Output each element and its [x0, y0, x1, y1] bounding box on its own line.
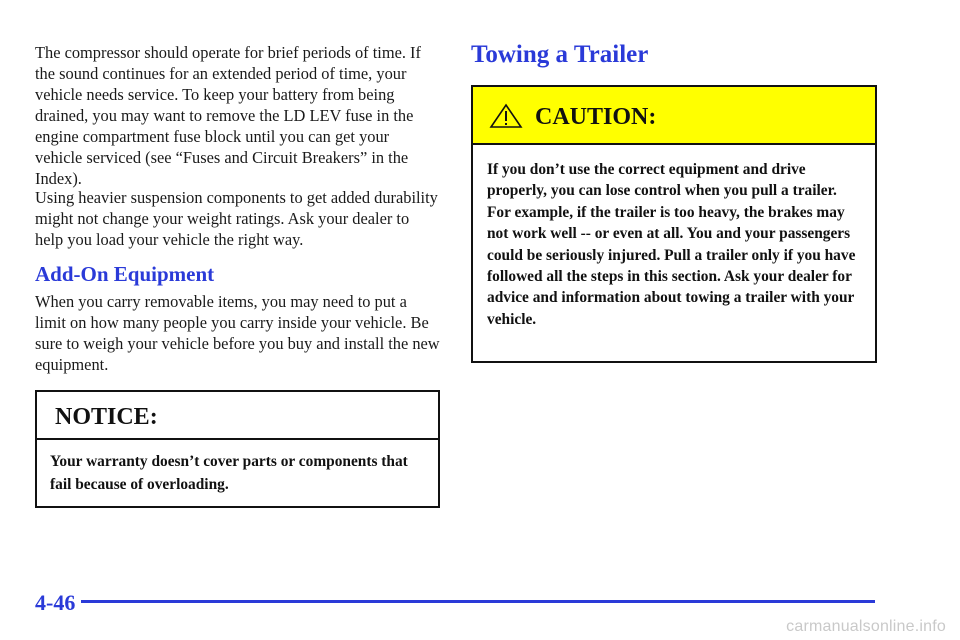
suspension-paragraph: Using heavier suspension components to get added durability might not change your weight ratings. Ask your dealer to help you load your vehicle the right way.	[35, 188, 438, 249]
caution-text: If you don’t use the correct equipment and drive properly, you can lose control when you pull a trailer. For example, if the trailer is too heavy, the brakes may not work well -- or even at all. You and your passengers could be seriously injured. Pull a trailer only if you have followed all the steps in this section. Ask your dealer for advice and information about towing a trailer with your vehicle.	[487, 161, 856, 328]
footer-rule	[81, 600, 875, 603]
add-on-equipment-heading: Add-On Equipment	[35, 262, 215, 286]
towing-a-trailer-heading: Towing a Trailer	[471, 41, 649, 68]
compressor-paragraph: The compressor should operate for brief periods of time. If the sound continues for an extended period of time, your vehicle needs service. To keep your battery from being drained, you may want to remove the LD LEV fuse in the engine compartment fuse block until you can get your vehicle serviced (see “Fuses and Circuit Breakers” in the Index).	[35, 43, 421, 188]
notice-title: NOTICE:	[37, 392, 438, 440]
watermark-text: carmanualsonline.info	[786, 618, 946, 635]
caution-header	[473, 87, 875, 145]
caution-box	[471, 85, 877, 363]
add-on-paragraph: When you carry removable items, you may need to put a limit on how many people you carry inside your vehicle. Be sure to weigh your vehicle before you buy and install the new equipment.	[35, 292, 440, 374]
notice-text: Your warranty doesn’t cover parts or components that fail because of overloading.	[50, 453, 408, 493]
warning-triangle-icon	[489, 103, 523, 134]
notice-box	[35, 390, 440, 508]
caution-title: CAUTION:	[535, 104, 657, 130]
page-number: 4-46	[35, 590, 76, 615]
